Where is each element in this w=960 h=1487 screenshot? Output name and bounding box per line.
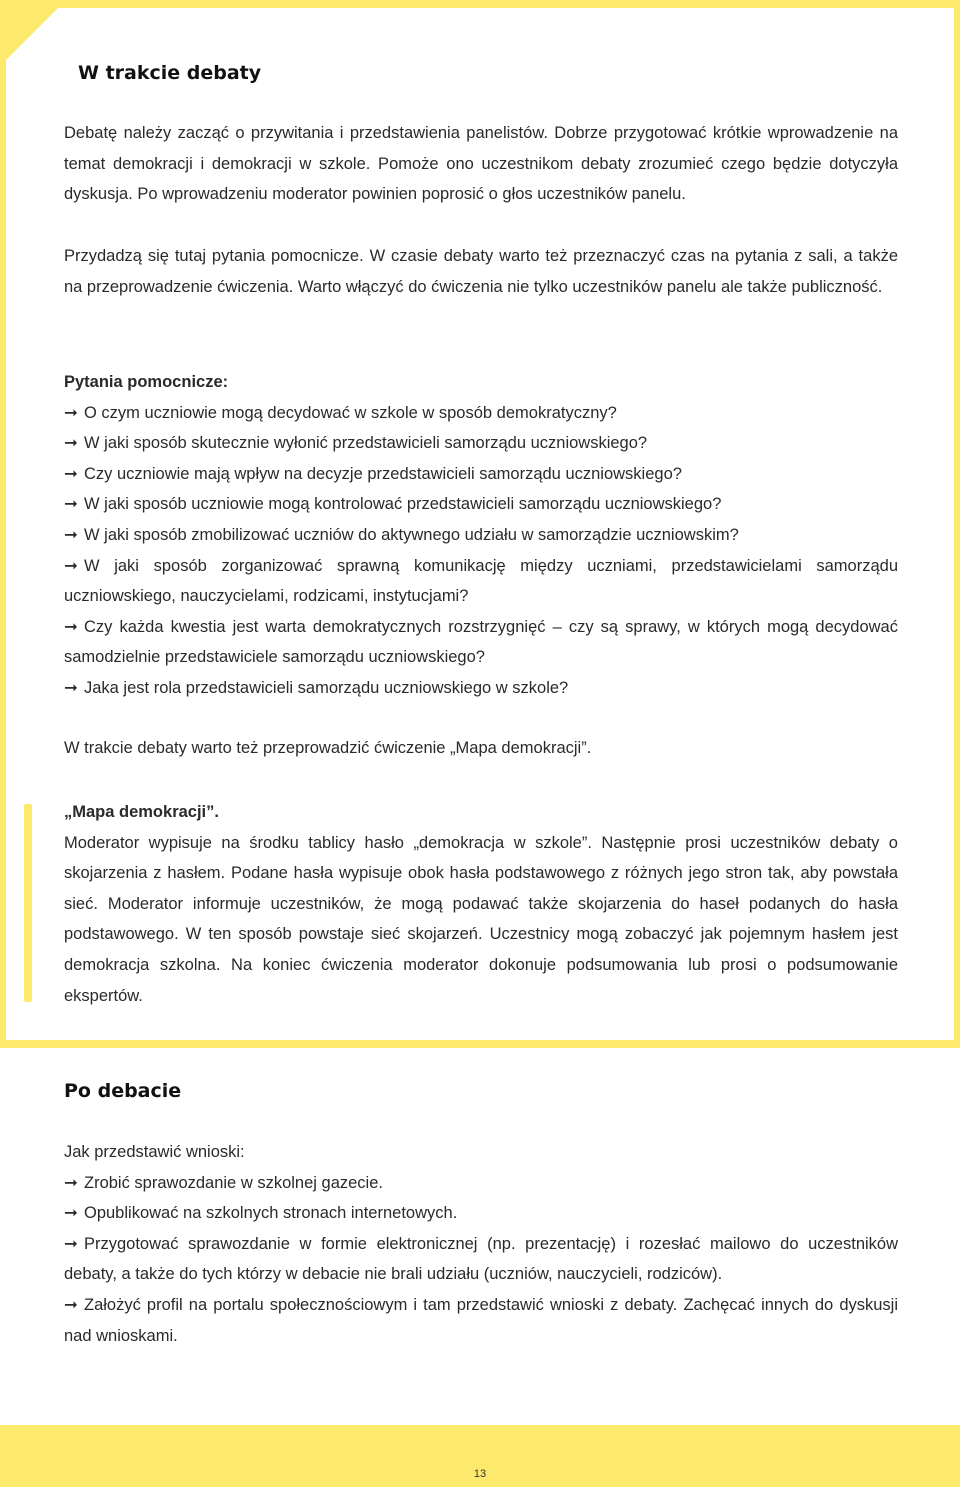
question-text: O czym uczniowie mogą decydować w szkole w sposób demokratyczny?: [84, 403, 617, 422]
top-border: [0, 0, 960, 8]
list-item: [64, 673, 898, 704]
arrow-icon: ➞: [64, 617, 78, 636]
arrow-icon: ➞: [64, 434, 78, 453]
list-item: [64, 459, 898, 490]
list-item: [64, 428, 898, 459]
intro-paragraph: [64, 118, 898, 210]
list-item: [64, 551, 898, 612]
section-title-during-debate: W trakcie debaty: [78, 62, 262, 84]
arrow-icon: ➞: [64, 1173, 78, 1192]
questions-heading: Pytania pomocnicze:: [64, 373, 229, 391]
corner-fold-icon: [0, 0, 66, 66]
exercise-accent-bar: [24, 804, 32, 1002]
left-border: [0, 0, 6, 1045]
section-title-after-debate: Po debacie: [64, 1080, 182, 1102]
page-number: 13: [473, 1468, 487, 1480]
list-item: [64, 520, 898, 551]
arrow-icon: ➞: [64, 403, 78, 422]
arrow-icon: ➞: [64, 1204, 78, 1223]
questions-list: [64, 398, 898, 704]
arrow-icon: ➞: [64, 1234, 78, 1253]
list-item: [64, 398, 898, 429]
question-text: W jaki sposób uczniowie mogą kontrolować przedstawicieli samorządu uczniowskiego?: [84, 495, 722, 514]
conclusions-intro: Jak przedstawić wnioski:: [64, 1143, 245, 1161]
exercise-box: [64, 797, 898, 1011]
conclusion-text: Opublikować na szkolnych stronach internetowych.: [84, 1204, 458, 1223]
section-divider: [0, 1040, 960, 1048]
question-text: W jaki sposób skutecznie wyłonić przedstawicieli samorządu uczniowskiego?: [84, 434, 648, 453]
exercise-intro-text: W trakcie debaty warto też przeprowadzić ćwiczenie „Mapa demokracji”.: [64, 739, 592, 757]
question-text: Jaka jest rola przedstawicieli samorządu uczniowskiego w szkole?: [84, 678, 569, 697]
exercise-text: Moderator wypisuje na środku tablicy hasło „demokracja w szkole”. Następnie prosi uczestników debaty o skojarzenia z hasłem. Podane hasła wypisuje obok hasła podstawowego z różnych jego stron tak, aby powstała sieć. Moderator informuje uczestników, że mogą podawać także skojarzenia do haseł podanych do hasła podstawowego. W ten sposób powstaje sieć skojarzeń. Uczestnicy mogą zobaczyć jak pojemnym hasłem jest demokracja szkolna. Na koniec ćwiczenia moderator dokonuje podsumowania lub prosi o podsumowanie ekspertów.: [64, 833, 898, 1005]
list-item: [64, 1198, 898, 1229]
arrow-icon: ➞: [64, 1295, 78, 1314]
exercise-title: „Mapa demokracji”.: [64, 803, 219, 821]
questions-block: [64, 367, 898, 704]
list-item: [64, 612, 898, 673]
exercise-intro: [64, 733, 898, 764]
list-item: [64, 1168, 898, 1199]
conclusion-text: Założyć profil na portalu społecznościowym i tam przedstawić wnioski z debaty. Zachęcać innych do dyskusji nad wnioskami.: [64, 1295, 898, 1345]
question-text: W jaki sposób zorganizować sprawną komunikację między uczniami, przedstawicielami samorządu uczniowskiego, nauczycielami, rodzicami, instytucjami?: [64, 556, 898, 606]
question-text: Czy uczniowie mają wpływ na decyzje przedstawicieli samorządu uczniowskiego?: [84, 464, 682, 483]
conclusion-text: Zrobić sprawozdanie w szkolnej gazecie.: [84, 1173, 383, 1192]
list-item: [64, 1290, 898, 1351]
list-item: [64, 489, 898, 520]
arrow-icon: ➞: [64, 525, 78, 544]
question-text: W jaki sposób zmobilizować uczniów do aktywnego udziału w samorządzie uczniowskim?: [84, 525, 739, 544]
conclusions-block: [64, 1137, 898, 1351]
helper-paragraph: [64, 241, 898, 302]
intro-text: Debatę należy zacząć o przywitania i przedstawienia panelistów. Dobrze przygotować krótkie wprowadzenie na temat demokracji i demokracji w szkole. Pomoże ono uczestnikom debaty zrozumieć czego będzie dotyczyła dyskusja. Po wprowadzeniu moderator powinien poprosić o głos uczestników panelu.: [64, 124, 898, 204]
arrow-icon: ➞: [64, 464, 78, 483]
question-text: Czy każda kwestia jest warta demokratycznych rozstrzygnięć – czy są sprawy, w których mogą decydować samodzielnie przedstawiciele samorządu uczniowskiego?: [64, 617, 898, 667]
arrow-icon: ➞: [64, 495, 78, 514]
arrow-icon: ➞: [64, 678, 78, 697]
right-border: [954, 0, 960, 1045]
list-item: [64, 1229, 898, 1290]
conclusion-text: Przygotować sprawozdanie w formie elektronicznej (np. prezentację) i rozesłać mailowo do uczestników debaty, a także do tych którzy w debacie nie brali udziału (uczniów, nauczycieli, rodziców).: [64, 1234, 898, 1284]
arrow-icon: ➞: [64, 556, 78, 575]
helper-text: Przydadzą się tutaj pytania pomocnicze. W czasie debaty warto też przeznaczyć czas na pytania z sali, a także na przeprowadzenie ćwiczenia. Warto włączyć do ćwiczenia nie tylko uczestników panelu ale także publiczność.: [64, 247, 898, 296]
